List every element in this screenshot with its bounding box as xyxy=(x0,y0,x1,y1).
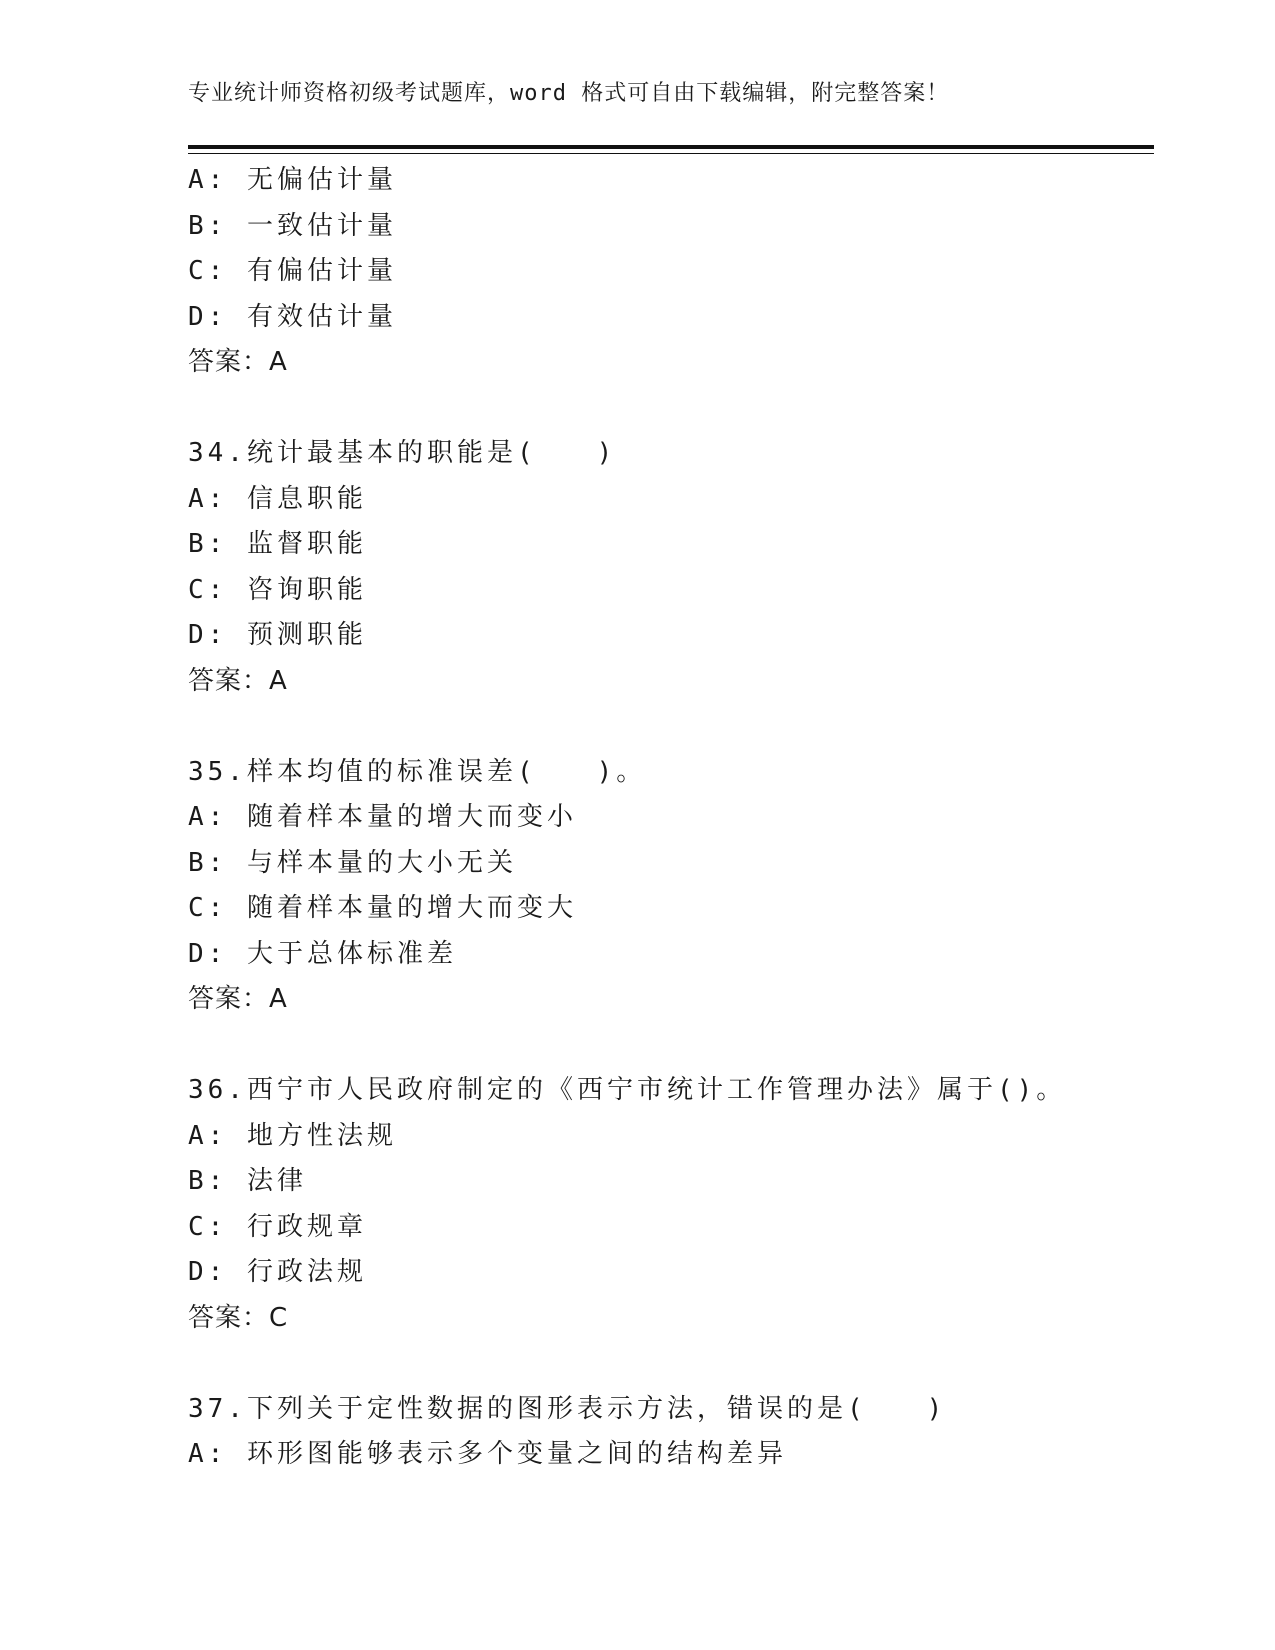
header-rule-thick xyxy=(188,145,1154,149)
header-rule-thin xyxy=(188,153,1154,154)
option-b: B: 监督职能 xyxy=(188,529,367,559)
option-d: D: 有效估计量 xyxy=(188,301,397,332)
answer: 答案：A xyxy=(188,984,288,1014)
option-b: B: 与样本量的大小无关 xyxy=(188,847,517,878)
option-b: B: 一致估计量 xyxy=(188,210,397,241)
answer: 答案：C xyxy=(188,1302,289,1333)
option-d: D: 预测职能 xyxy=(188,620,367,650)
question-title: 36.西宁市人民政府制定的《西宁市统计工作管理办法》属于()。 xyxy=(188,1075,1067,1105)
question-title: 37.下列关于定性数据的图形表示方法，错误的是( ) xyxy=(188,1393,947,1424)
page-header: 专业统计师资格初级考试题库，word 格式可自由下载编辑，附完整答案！ xyxy=(188,81,950,106)
option-a: A: 环形图能够表示多个变量之间的结构差异 xyxy=(188,1439,787,1469)
option-b: B: 法律 xyxy=(188,1166,307,1196)
option-c: C: 行政规章 xyxy=(188,1211,367,1242)
option-c: C: 有偏估计量 xyxy=(188,256,397,286)
option-d: D: 行政法规 xyxy=(188,1257,367,1287)
option-a: A: 信息职能 xyxy=(188,483,367,514)
option-a: A: 无偏估计量 xyxy=(188,165,397,195)
option-a: A: 随着样本量的增大而变小 xyxy=(188,802,577,832)
option-c: C: 咨询职能 xyxy=(188,574,367,605)
question-title: 34.统计最基本的职能是( ) xyxy=(188,438,617,468)
answer: 答案：A xyxy=(188,347,288,377)
option-c: C: 随着样本量的增大而变大 xyxy=(188,893,577,923)
question-title: 35.样本均值的标准误差( )。 xyxy=(188,756,647,787)
question-content xyxy=(188,158,1154,1478)
option-a: A: 地方性法规 xyxy=(188,1120,397,1151)
answer: 答案：A xyxy=(188,665,288,696)
option-d: D: 大于总体标准差 xyxy=(188,938,457,969)
